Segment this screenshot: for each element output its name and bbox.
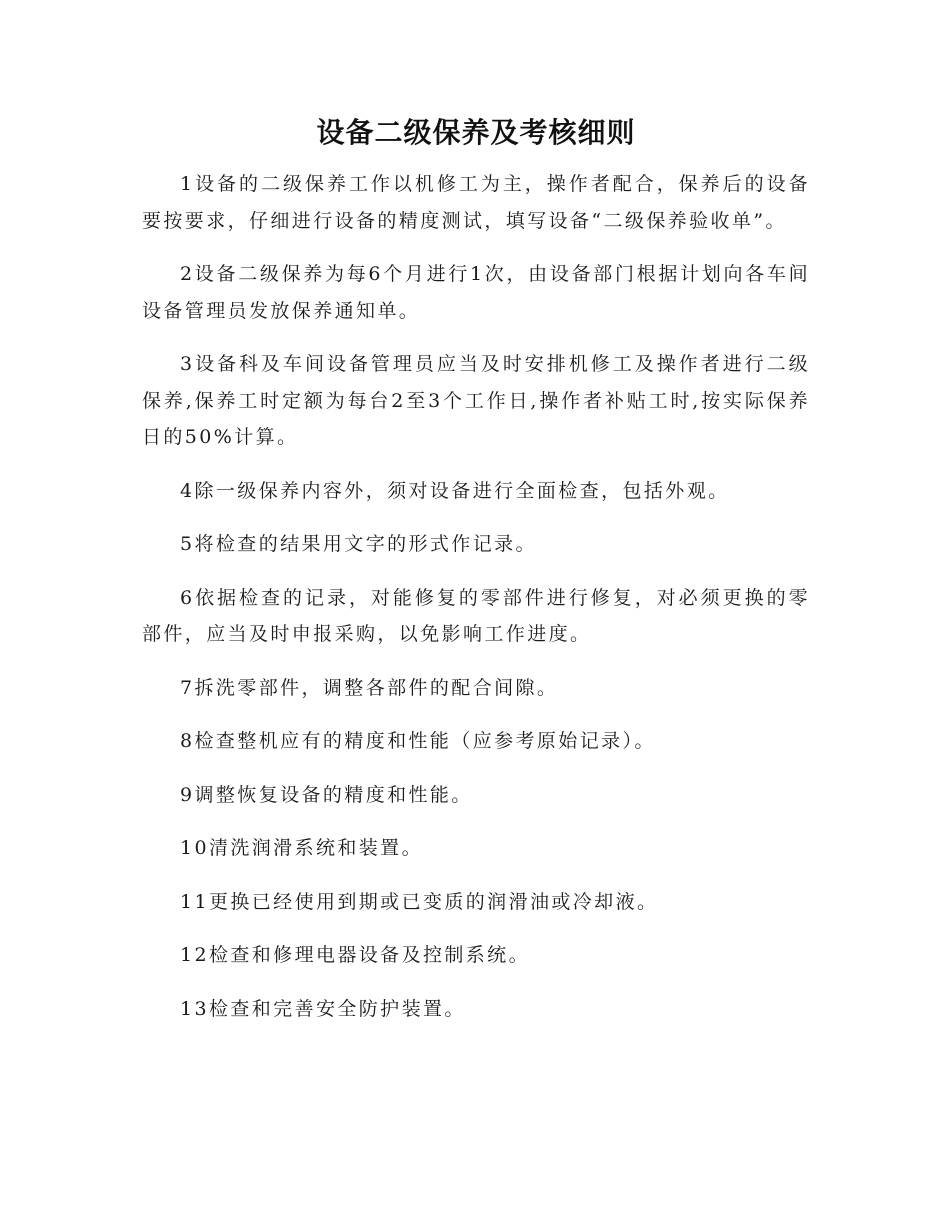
document-page <box>142 112 810 1044</box>
paragraph-7: 7拆洗零部件，调整各部件的配合间隙。 <box>180 676 559 699</box>
paragraph-9: 9调整恢复设备的精度和性能。 <box>180 783 473 806</box>
paragraph-3: 3设备科及车间设备管理员应当及时安排机修工及操作者进行二级保养,保养工时定额为每台2至3个工作日,操作者补贴工时,按实际保养日的50%计算。 <box>142 353 810 448</box>
paragraph-5: 5将检查的结果用文字的形式作记录。 <box>180 533 537 555</box>
paragraph-4: 4除一级保养内容外，须对设备进行全面检查，包括外观。 <box>180 479 730 502</box>
paragraph-2: 2设备二级保养为每6个月进行1次，由设备部门根据计划向各车间设备管理员发放保养通知单。 <box>142 263 810 322</box>
paragraph-11: 11更换已经使用到期或已变质的润滑油或冷却液。 <box>180 890 659 913</box>
paragraph-1: 1设备的二级保养工作以机修工为主，操作者配合，保养后的设备要按要求，仔细进行设备的精度测试，填写设备“二级保养验收单”。 <box>142 173 810 232</box>
document-title: 设备二级保养及考核细则 <box>316 116 636 149</box>
paragraph-6: 6依据检查的记录，对能修复的零部件进行修复，对必须更换的零部件，应当及时申报采购，以免影响工作进度。 <box>142 586 810 645</box>
paragraph-10: 10清洗润滑系统和装置。 <box>180 837 423 859</box>
paragraph-13: 13检查和完善安全防护装置。 <box>180 997 466 1020</box>
paragraph-8: 8检查整机应有的精度和性能（应参考原始记录）。 <box>180 730 656 752</box>
paragraph-12: 12检查和修理电器设备及控制系统。 <box>180 944 530 966</box>
